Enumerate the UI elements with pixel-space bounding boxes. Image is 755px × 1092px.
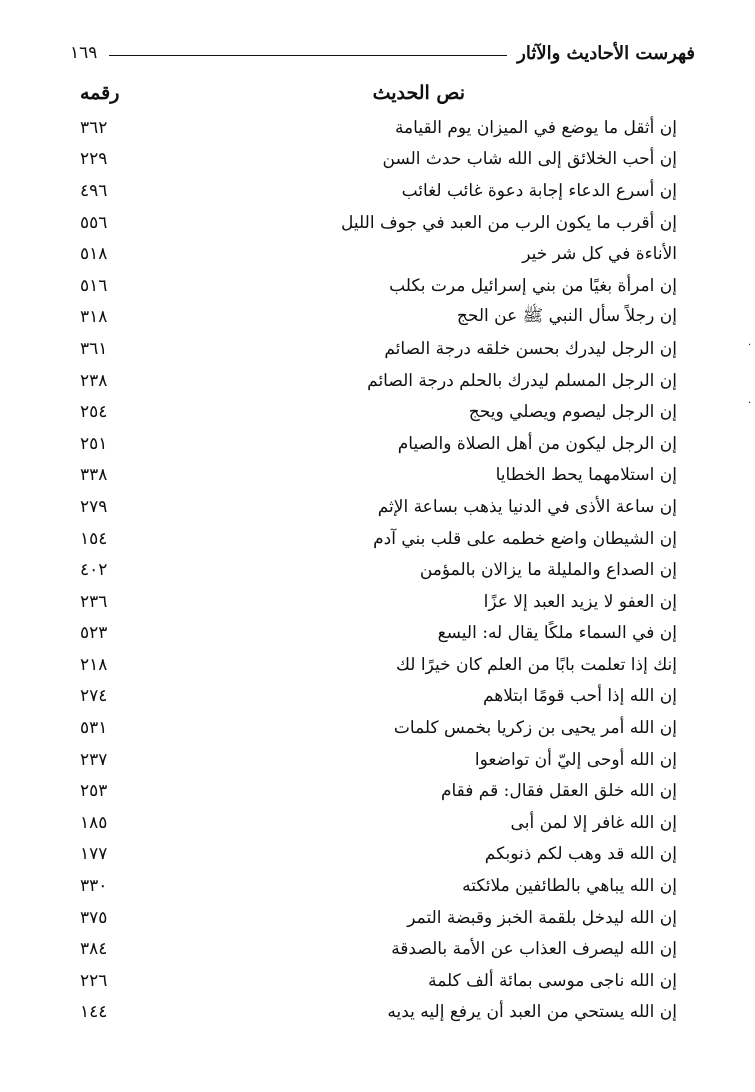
margin-mark: ·	[748, 340, 752, 351]
hadith-text: إنك إذا تعلمت بابًا من العلم كان خيرًا لك	[395, 654, 677, 675]
hadith-text: إن الله أوحى إليّ أن تواضعوا	[474, 749, 677, 770]
hadith-number: ١٥٤	[80, 528, 108, 549]
list-item	[80, 902, 677, 934]
hadith-text: إن الله يستحي من العبد أن يرفع إليه يديه	[387, 1002, 677, 1023]
list-item	[80, 270, 677, 302]
list-item	[80, 997, 677, 1029]
hadith-number: ٤٩٦	[80, 180, 108, 201]
hadith-text: إن أحب الخلائق إلى الله شاب حدث السن	[382, 149, 677, 170]
list-item	[80, 428, 677, 460]
list-item	[80, 933, 677, 965]
list-item	[80, 365, 677, 397]
list-item	[80, 744, 677, 776]
hadith-number: ٣٨٤	[80, 939, 108, 960]
hadith-number: ١٧٧	[80, 844, 108, 865]
hadith-text: إن الرجل ليصوم ويصلي ويحج	[468, 402, 677, 423]
hadith-text: إن أقرب ما يكون الرب من العبد في جوف الليل	[341, 212, 677, 233]
hadith-text: إن الله خلق العقل فقال: قم فقام	[440, 781, 677, 802]
list-item	[80, 144, 677, 176]
list-item	[80, 807, 677, 839]
hadith-number: ٣٧٥	[80, 907, 108, 928]
hadith-number: ٢١٨	[80, 654, 108, 675]
hadith-number: ٢٣٨	[80, 370, 108, 391]
hadith-number: ٥١٦	[80, 275, 108, 296]
hadith-number-heading: رقمه	[80, 82, 120, 104]
list-item	[80, 965, 677, 997]
hadith-text: إن الله ليصرف العذاب عن الأمة بالصدقة	[391, 939, 677, 960]
hadith-text-heading: نص الحديث	[372, 82, 465, 104]
hadith-number: ٥٢٣	[80, 623, 108, 644]
hadith-text: إن أثقل ما يوضع في الميزان يوم القيامة	[394, 117, 677, 138]
list-item	[80, 238, 677, 270]
index-title: فهرست الأحاديث والآثار	[517, 42, 695, 64]
list-item	[80, 681, 677, 713]
hadith-text: إن رجلاً سأل النبي ﷺ عن الحج	[456, 305, 677, 326]
hadith-text: إن امرأة بغيًا من بني إسرائيل مرت بكلب	[389, 275, 677, 296]
list-item	[80, 175, 677, 207]
list-item	[80, 460, 677, 492]
hadith-number: ٣٦٢	[80, 117, 108, 138]
margin-mark: ·	[748, 398, 752, 409]
hadith-text: إن الله ليدخل بلقمة الخبز وقبضة التمر	[407, 907, 677, 928]
list-item	[80, 618, 677, 650]
list-item	[80, 839, 677, 871]
column-headings	[80, 82, 677, 112]
running-header	[70, 38, 695, 68]
hadith-number: ٢٣٦	[80, 591, 108, 612]
list-item	[80, 649, 677, 681]
hadith-text: إن العفو لا يزيد العبد إلا عزًا	[483, 591, 677, 612]
header-rule	[109, 55, 507, 56]
hadith-number: ٥١٨	[80, 244, 108, 265]
hadith-text: إن في السماء ملكًا يقال له: اليسع	[437, 623, 677, 644]
hadith-number: ٢٢٦	[80, 970, 108, 991]
hadith-text: إن الرجل ليكون من أهل الصلاة والصيام	[397, 433, 677, 454]
hadith-text: إن الصداع والمليلة ما يزالان بالمؤمن	[419, 560, 677, 581]
hadith-text: إن الرجل ليدرك بحسن خلقه درجة الصائم	[384, 338, 677, 359]
hadith-number: ٢٧٤	[80, 686, 108, 707]
hadith-number: ٢٣٧	[80, 749, 108, 770]
list-item	[80, 302, 677, 334]
list-item	[80, 491, 677, 523]
hadith-text: إن الله يباهي بالطائفين ملائكته	[462, 876, 677, 897]
list-item	[80, 396, 677, 428]
hadith-number: ٢٥١	[80, 433, 108, 454]
list-item	[80, 775, 677, 807]
hadith-number: ١٤٤	[80, 1002, 108, 1023]
hadith-text: إن أسرع الدعاء إجابة دعوة غائب لغائب	[401, 180, 677, 201]
list-item	[80, 112, 677, 144]
list-item	[80, 554, 677, 586]
hadith-number: ٢٧٩	[80, 496, 108, 517]
hadith-number: ٣٣٨	[80, 465, 108, 486]
hadith-index-list	[80, 112, 677, 1028]
list-item	[80, 586, 677, 618]
hadith-text: إن الرجل المسلم ليدرك بالحلم درجة الصائم	[367, 370, 677, 391]
hadith-number: ٣٦١	[80, 338, 108, 359]
hadith-text: إن الله غافر إلا لمن أبى	[510, 812, 677, 833]
hadith-text: إن الله إذا أحب قومًا ابتلاهم	[482, 686, 677, 707]
list-item	[80, 207, 677, 239]
list-item	[80, 333, 677, 365]
hadith-number: ١٨٥	[80, 812, 108, 833]
hadith-number: ٢٥٤	[80, 402, 108, 423]
list-item	[80, 712, 677, 744]
hadith-number: ٢٥٣	[80, 781, 108, 802]
hadith-text: إن استلامهما يحط الخطايا	[495, 465, 677, 486]
hadith-number: ٣٣٠	[80, 876, 108, 897]
hadith-text: الأناءة في كل شر خير	[522, 244, 677, 265]
hadith-number: ٥٣١	[80, 718, 108, 739]
list-item	[80, 870, 677, 902]
hadith-text: إن الله قد وهب لكم ذنوبكم	[484, 844, 677, 865]
hadith-number: ٣١٨	[80, 307, 108, 328]
hadith-number: ٥٥٦	[80, 212, 108, 233]
hadith-text: إن ساعة الأذى في الدنيا يذهب بساعة الإثم	[377, 496, 677, 517]
hadith-text: إن الله ناجى موسى بمائة ألف كلمة	[428, 970, 677, 991]
hadith-text: إن الله أمر يحيى بن زكريا بخمس كلمات	[393, 718, 677, 739]
page-number: ١٦٩	[70, 43, 98, 63]
hadith-number: ٢٢٩	[80, 149, 108, 170]
hadith-text: إن الشيطان واضع خطمه على قلب بني آدم	[373, 528, 677, 549]
hadith-number: ٤٠٢	[80, 560, 108, 581]
list-item	[80, 523, 677, 555]
